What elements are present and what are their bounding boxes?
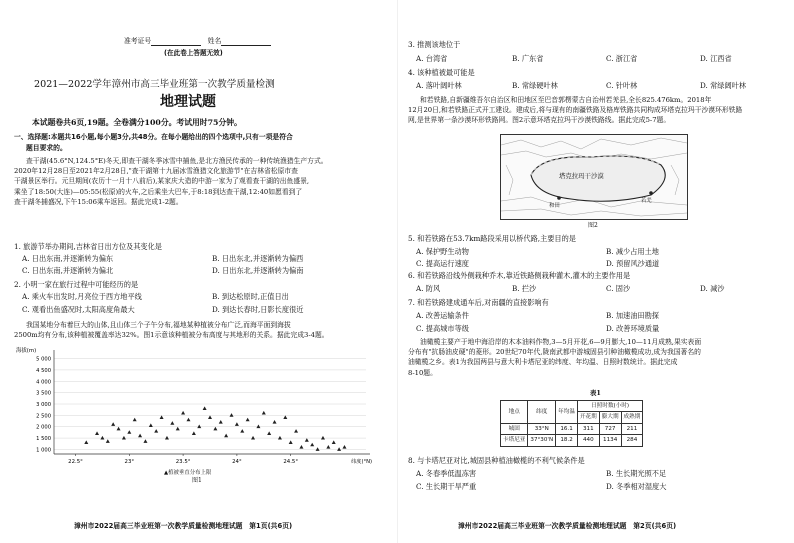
data-point: [95, 431, 99, 435]
page-1-footer: 漳州市2022届高三毕业班第一次教学质量检测地理试题 第1页(共6页): [74, 522, 293, 530]
passage-line: 8-10题。: [408, 368, 437, 377]
passage-line: 和若铁路,自新疆维吾尔自治区和田地区至巴音郭楞蒙古自治州若羌县,全长825.476km。2018年: [420, 96, 712, 104]
figure-1-label: 图1: [192, 477, 202, 484]
data-point: [165, 436, 169, 440]
q6-option-c[interactable]: C. 固沙: [606, 284, 631, 293]
table-cell: 16.1: [556, 423, 578, 434]
x-tick-label: 22.5°: [68, 459, 83, 465]
data-point: [160, 415, 164, 419]
passage-line: 12月20日,和若铁路正式开工建设。建成后,将与现有的南疆铁路及格库铁路共同构成环塔克拉玛干沙漠环形铁路: [408, 106, 743, 115]
page-2: [408, 0, 780, 543]
question-7: 7. 和若铁路建成通车后,对南疆的直接影响有: [408, 298, 549, 307]
q2-option-c[interactable]: C. 观看出鱼盛况时,太阳高度角最大: [22, 305, 135, 314]
question-4: 4. 该种植被最可能是: [408, 68, 475, 77]
q4-option-d[interactable]: D. 常绿阔叶林: [700, 81, 747, 90]
city-ruoqiang-label: 若羌: [641, 198, 652, 204]
data-point: [305, 438, 309, 442]
data-point: [246, 418, 250, 422]
data-point: [310, 443, 314, 447]
desert-label: 塔克拉玛干沙漠: [559, 172, 604, 180]
q6-option-a[interactable]: A. 防风: [416, 284, 441, 293]
figure-2-map: [500, 134, 688, 220]
passage-line: 乘坐了18:50(大连)—05:55(松原)的火车,之后乘坐大巴车,于8:18到达查干湖,12:40如愿看到了: [14, 187, 303, 196]
city-ruoqiang-marker: [649, 191, 653, 195]
data-point: [106, 439, 110, 443]
q8-option-d[interactable]: D. 冬季相对湿度大: [606, 482, 667, 491]
passage-line: 油橄榄之乡。表1为我国两县与意大利卡塔尼亚的纬度、年均温、日照时数统计。据此完成: [408, 358, 678, 367]
exam-header: [124, 36, 271, 46]
passage-line: 干湖景区举行。元旦期间(农历十一月十八前后),某家庆大造的中游一家为了观看查干湖的出鱼盛景,: [14, 177, 310, 186]
table-header-cell: 膨大期: [599, 412, 621, 423]
passage-line: 油橄榄主要产于地中海沿岸的木本油料作物,3—5月开花,6—9月膨大,10—11月成熟,果实表面: [420, 338, 702, 346]
data-point: [192, 431, 196, 435]
data-point: [117, 427, 121, 431]
q8-option-b[interactable]: B. 生长期光照不足: [606, 469, 667, 478]
passage-line: 2020年12月28日至2021年2月28日,"查干湖第十九届冰雪渔猎文化旅游节"在吉林省松原市查: [14, 167, 298, 176]
table-1: [500, 400, 643, 447]
passage-line: 查干湖冬捕盛况,下午15:06乘车返回。据此完成1-2题。: [14, 197, 183, 206]
table-cell: 城固: [501, 423, 528, 434]
data-point: [326, 445, 330, 449]
figure-2-label: 图2: [588, 222, 598, 229]
exam-intro: 本试题卷共6页,19题。全卷满分100分。考试用时75分钟。: [32, 118, 242, 127]
table-header-row: [501, 401, 643, 412]
passage-line: 查干湖(45.6°N,124.5°E)冬天,即查干湖冬季冰雪中捕鱼,是北方渔民传承的一种传统渔猎生产方式。: [26, 157, 328, 165]
q7-option-a[interactable]: A. 改善运输条件: [416, 311, 469, 320]
figure-1-chart: [14, 346, 386, 470]
passage-vegetation: [14, 320, 386, 340]
page-1: [14, 0, 386, 543]
data-point: [262, 411, 266, 415]
q8-option-a[interactable]: A. 冬春季低温冻害: [416, 469, 477, 478]
data-point: [122, 436, 126, 440]
data-point: [256, 425, 260, 429]
data-point: [240, 429, 244, 433]
table-cell: 1134: [599, 435, 621, 446]
invalid-note: (在此卷上答题无效): [164, 49, 223, 57]
data-point: [186, 418, 190, 422]
exam-title: 2021—2022学年漳州市高三毕业班第一次教学质量检测: [34, 79, 275, 90]
passage-chagan-lake: [14, 156, 386, 207]
q7-option-c[interactable]: C. 提高城市等级: [416, 324, 469, 333]
exam-number-field[interactable]: [151, 37, 201, 46]
passage-olive: [408, 337, 780, 378]
y-tick-label: 4 000: [36, 379, 51, 386]
q3-option-b[interactable]: B. 广东省: [512, 54, 544, 63]
question-3: 3. 推测该地位于: [408, 40, 461, 49]
y-tick-label: 5 000: [36, 356, 51, 363]
data-point: [321, 436, 325, 440]
section-heading: 一、选择题:本题共16小题,每小题3分,共48分。在每小题给出的四个选项中,只有一项是符合: [14, 133, 293, 141]
data-point: [208, 415, 212, 419]
table-header-cell: 年均温: [556, 401, 578, 424]
table-cell: 卡塔尼亚: [501, 435, 528, 446]
q2-option-d[interactable]: D. 到达长春时,日影长度很近: [212, 305, 304, 314]
y-axis-label: 海拔(m): [16, 348, 37, 354]
data-point: [267, 431, 271, 435]
data-point: [170, 421, 174, 425]
page-2-footer: 漳州市2022届高三毕业班第一次教学质量检测地理试题 第2页(共6页): [458, 522, 677, 530]
exam-number-label: 准考证号: [124, 37, 152, 45]
q3-option-a[interactable]: A. 台湾省: [416, 54, 448, 63]
data-point: [111, 422, 115, 426]
y-tick-label: 2 500: [36, 413, 51, 420]
data-point: [342, 445, 346, 449]
q5-option-d[interactable]: D. 预留风沙通道: [606, 259, 660, 268]
q3-option-d[interactable]: D. 江西省: [700, 54, 732, 63]
data-point: [251, 436, 255, 440]
table-header-cell: 成熟期: [621, 412, 643, 423]
q5-option-b[interactable]: B. 减少占用土地: [606, 247, 659, 256]
data-point: [219, 420, 223, 424]
table-cell: 33°N: [528, 423, 556, 434]
q1-option-b[interactable]: B. 日出东北,并逐渐转为偏西: [212, 254, 304, 263]
table-cell: 727: [599, 423, 621, 434]
question-5: 5. 和若铁路在53.7km路段采用以桥代路,主要目的是: [408, 234, 576, 243]
y-tick-label: 2 000: [36, 424, 51, 431]
q1-option-d[interactable]: D. 日出东北,并逐渐转为偏南: [212, 266, 304, 275]
page-divider: [397, 0, 398, 543]
data-point: [224, 434, 228, 438]
q4-option-c[interactable]: C. 针叶林: [606, 81, 638, 90]
data-point: [273, 420, 277, 424]
y-tick-label: 1 500: [36, 436, 51, 443]
data-point: [154, 429, 158, 433]
section-heading-cont: 题目要求的。: [26, 144, 67, 152]
x-tick-label: 23.5°: [175, 459, 191, 465]
table-cell: 284: [621, 435, 643, 446]
table-header-cell: 纬度: [528, 401, 556, 424]
data-point: [316, 447, 320, 451]
x-tick-label: 23°: [124, 459, 135, 465]
passage-line: 我国某地分布着巨大的山体,且山体三个子午分布,福地某种植被分布广泛,而海平面到海拔: [26, 321, 291, 329]
name-label: 姓名: [207, 37, 222, 45]
data-point: [289, 440, 293, 444]
data-point: [213, 427, 217, 431]
data-point: [138, 434, 142, 438]
city-hotan-marker: [557, 196, 561, 200]
q6-option-b[interactable]: B. 拦沙: [512, 284, 537, 293]
y-tick-label: 3 500: [36, 390, 51, 397]
data-point: [299, 445, 303, 449]
data-point: [337, 447, 341, 451]
data-point: [230, 413, 234, 417]
data-point: [278, 436, 282, 440]
table-cell: 311: [577, 423, 599, 434]
q4-option-b[interactable]: B. 常绿硬叶林: [512, 81, 558, 90]
question-8: 8. 与卡塔尼亚对比,城固县种植油橄榄的不利气候条件是: [408, 456, 585, 465]
name-field[interactable]: [221, 37, 271, 46]
passage-line: 分布有"抗肠油皮硬"的菱形。20世纪70年代,陇南武都中游城固县引种油橄榄成功,成为我国著名的: [408, 348, 701, 357]
question-6: 6. 和若铁路沿线外侧栽种乔木,靠近铁路侧栽种灌木,灌木的主要作用是: [408, 271, 631, 280]
passage-line: 2500m均有分布,该种植被覆盖率达32%。图1示意该种植被分布高度与其地形的关系。据此完成3-4题。: [14, 331, 329, 340]
data-point: [84, 440, 88, 444]
data-point: [197, 425, 201, 429]
x-tick-label: 24°: [232, 459, 242, 465]
q5-option-a[interactable]: A. 保护野生动物: [416, 247, 469, 256]
table-cell: 18.2: [556, 435, 578, 446]
table-header-cell: 开花期: [577, 412, 599, 423]
q7-option-d[interactable]: D. 改善环境质量: [606, 324, 660, 333]
question-2: 2. 小明一家在旅行过程中可能经历的是: [14, 280, 139, 289]
x-tick-label: 24.5°: [283, 459, 299, 465]
data-point: [176, 427, 180, 431]
table-row: [501, 423, 643, 434]
q6-option-d[interactable]: D. 减沙: [700, 284, 725, 293]
passage-line: 网,是世界第一条沙漠环形铁路网。图2示意环塔克拉玛干沙漠铁路线。据此完成5-7题。: [408, 116, 671, 125]
data-point: [143, 439, 147, 443]
q2-option-a[interactable]: A. 乘火车出发时,月亮位于西方地平线: [22, 292, 142, 301]
data-point: [181, 411, 185, 415]
table-cell: 440: [577, 435, 599, 446]
data-point: [133, 418, 137, 422]
data-point: [294, 429, 298, 433]
q1-option-a[interactable]: A. 日出东南,并逐渐转为偏东: [22, 254, 114, 263]
table-1-title: 表1: [590, 389, 601, 397]
table-cell: 211: [621, 423, 643, 434]
q7-option-b[interactable]: B. 加速油田勘探: [606, 311, 659, 320]
y-tick-label: 1 000: [36, 447, 51, 454]
table-row: [501, 435, 643, 446]
q2-option-b[interactable]: B. 到达松原时,正值日出: [212, 292, 289, 301]
data-point: [332, 440, 336, 444]
chart-legend: ▲植被垂直分布上限: [164, 470, 212, 476]
y-tick-label: 3 000: [36, 402, 51, 408]
data-point: [100, 436, 104, 440]
table-header-cell: 日照时数(小时): [577, 401, 642, 412]
question-1: 1. 旅游节举办期间,吉林省日出方位及其变化是: [14, 242, 162, 251]
x-axis-label: 纬度(°N): [351, 459, 372, 465]
y-tick-label: 4 500: [36, 367, 51, 374]
data-point: [283, 415, 287, 419]
data-point: [203, 406, 207, 410]
table-header-cell: 地点: [501, 401, 528, 424]
passage-railway: [408, 95, 780, 126]
data-point: [235, 422, 239, 426]
q5-option-c[interactable]: C. 提高运行速度: [416, 259, 469, 268]
q1-option-c[interactable]: C. 日出东南,并逐渐转为偏北: [22, 266, 114, 275]
q8-option-c[interactable]: C. 生长期干旱严重: [416, 482, 477, 491]
q4-option-a[interactable]: A. 落叶阔叶林: [416, 81, 462, 90]
table-cell: 37°30'N: [528, 435, 556, 446]
data-point: [127, 430, 131, 434]
data-point: [149, 423, 153, 427]
city-hotan-label: 和田: [549, 203, 560, 209]
q3-option-c[interactable]: C. 浙江省: [606, 54, 638, 63]
subject-title: 地理试题: [160, 94, 216, 110]
